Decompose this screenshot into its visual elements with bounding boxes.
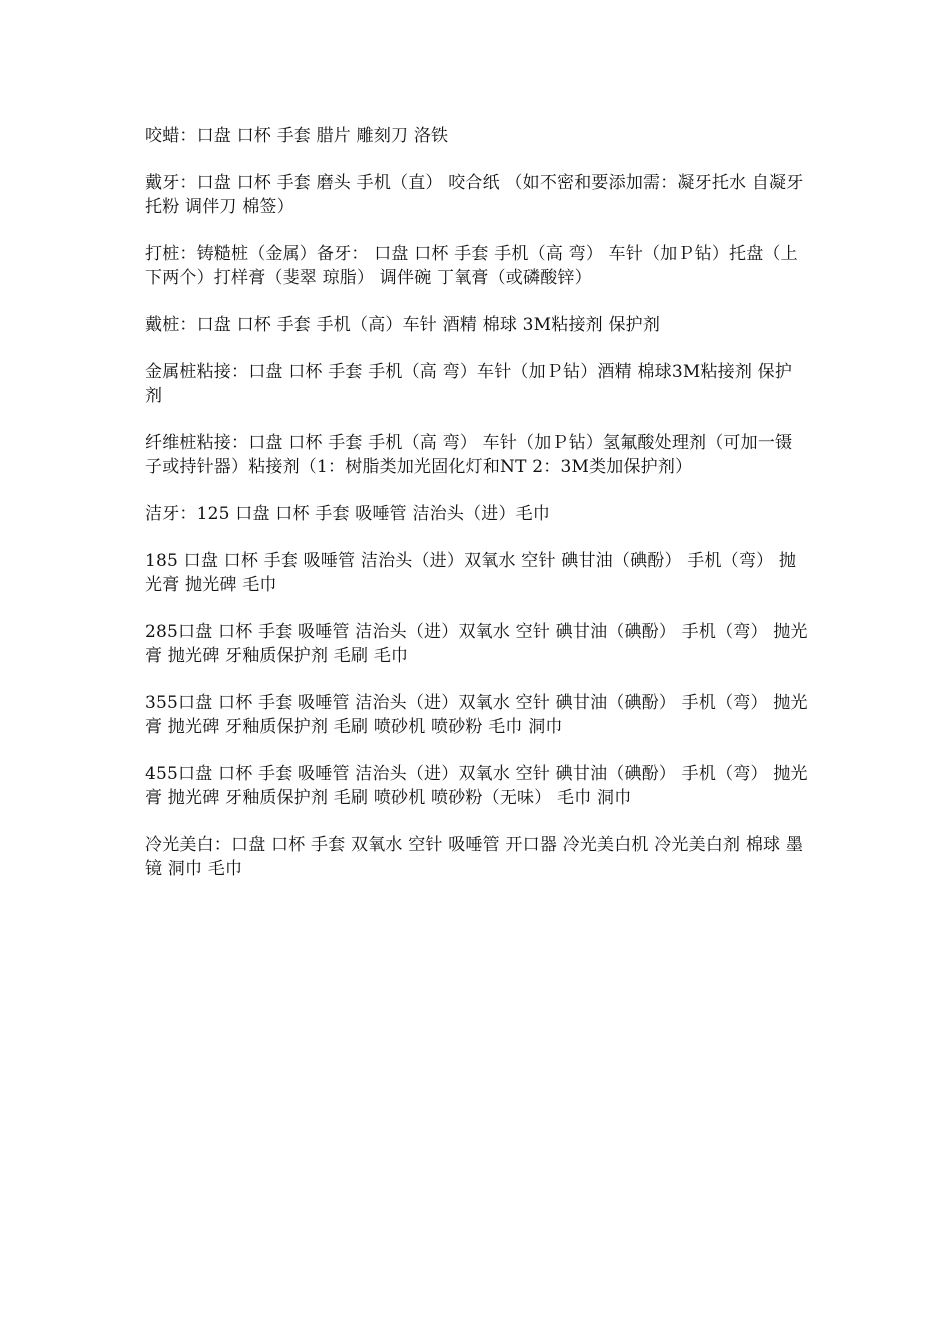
paragraph-cleaning-185: 185 口盘 口杯 手套 吸唾管 洁治头（进）双氧水 空针 碘甘油（碘酚） 手机（弯） 抛光膏 抛光碑 毛巾: [145, 551, 797, 595]
paragraph-post-preparation: 打桩：铸糙桩（金属）备牙： 口盘 口杯 手套 手机（高 弯） 车针（加Ｐ钻）托盘（上下两个）打样膏（斐翠 琼脂） 调伴碗 丁氧膏（或磷酸锌）: [145, 244, 798, 288]
paragraph-metal-post-bonding: 金属桩粘接：口盘 口杯 手套 手机（高 弯）车针（加Ｐ钻）酒精 棉球3M粘接剂 保护剂: [145, 362, 793, 406]
paragraph-bite-wax: 咬蜡：口盘 口杯 手套 腊片 雕刻刀 洛铁: [145, 126, 449, 146]
paragraph-cleaning-285: 285口盘 口杯 手套 吸唾管 洁治头（进）双氧水 空针 碘甘油（碘酚） 手机（弯） 抛光膏 抛光碑 牙釉质保护剂 毛刷 毛巾: [145, 622, 808, 666]
paragraph-fiber-post-bonding: 纤维桩粘接：口盘 口杯 手套 手机（高 弯） 车针（加Ｐ钻）氢氟酸处理剂（可加一镊子或持针器）粘接剂（1：树脂类加光固化灯和NT 2：3M类加保护剂）: [145, 433, 793, 477]
paragraph-cold-light-whitening: 冷光美白：口盘 口杯 手套 双氧水 空针 吸唾管 开口器 冷光美白机 冷光美白剂 棉球 墨镜 洞巾 毛巾: [145, 835, 804, 879]
document-body: [145, 124, 809, 904]
paragraph-denture-fitting: 戴牙：口盘 口杯 手套 磨头 手机（直） 咬合纸 （如不密和要添加需：凝牙托水 自凝牙托粉 调伴刀 棉签）: [145, 173, 804, 217]
paragraph-cleaning-455: 455口盘 口杯 手套 吸唾管 洁治头（进）双氧水 空针 碘甘油（碘酚） 手机（弯） 抛光膏 抛光碑 牙釉质保护剂 毛刷 喷砂机 喷砂粉（无味） 毛巾 洞巾: [145, 764, 808, 808]
paragraph-cleaning-355: 355口盘 口杯 手套 吸唾管 洁治头（进）双氧水 空针 碘甘油（碘酚） 手机（弯） 抛光膏 抛光碑 牙釉质保护剂 毛刷 喷砂机 喷砂粉 毛巾 洞巾: [145, 693, 808, 737]
paragraph-cleaning-125: 洁牙：125 口盘 口杯 手套 吸唾管 洁治头（进）毛巾: [145, 504, 551, 524]
paragraph-post-fitting: 戴桩：口盘 口杯 手套 手机（高）车针 酒精 棉球 3M粘接剂 保护剂: [145, 315, 661, 335]
